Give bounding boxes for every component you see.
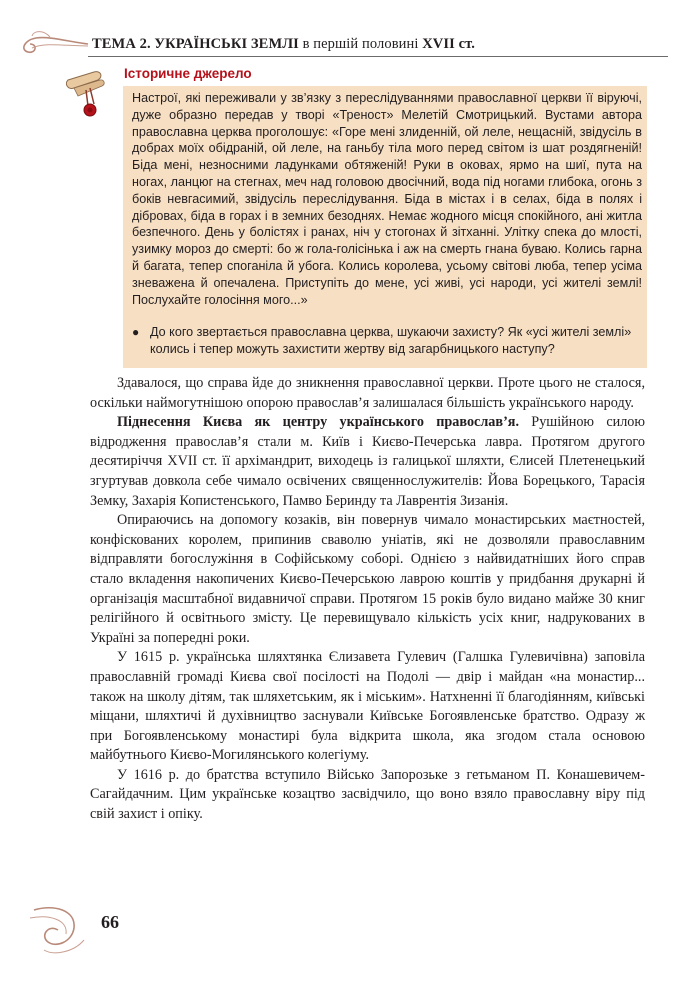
source-quote: Настрої, які переживали у зв’язку з переслідуваннями православної церкви її віруючі, дуже образно передав у творі «Треност» Мелетій Смотрицький. Вустами автора православна церква проголошує: «Горе мені злиденній, ой леле, нещасній, звідусіль в добрах моїх обідраній, ой леле, на ганьбу тіла мого перед світом із шат роздягненій! Біда мені, незносними ладунками обтяженій! Руки в оковах, ярмо на шиї, пута на ногах, ланцюг на стегнах, меч над головою двосічний, вода під ногами глибока, огонь з боків невгасимий, звідусіль переслідування. Біда в містах і в селах, біда в полях і дібровах, біда в горах і в земних безоднях. Немає жодного місця спокійного, ані житла безпечного. День у болістях і ранах, ніч у стогонах й зітханні. Улітку спека до млості, узимку мороз до смерті: бо ж гола-голісінька і аж на смерть гнана буваю. Колись гарна й багата, тепер споганіла й убога. Колись королева, усьому світові люба, тепер усіма зневажена й опечалена. Приступіть до мене, усі живі, усі народи, усі жителі землі! Послухайте голосіння мого...»: [132, 91, 642, 307]
paragraph-2: [90, 413, 645, 511]
page-header: [92, 36, 475, 53]
header-century: XVII ст.: [422, 36, 475, 52]
paragraph-2-text: Рушійною силою відродження православ’я стали м. Київ і Києво-Печерська лавра. Протягом другого десятиріччя XVII ст. її архімандрит, виходець із галицької шляхти, Єлисей Плетенецький згуртував довкола себе чимало освічених священнослужителів: Йова Борецького, Тарасія Земку, Захарія Копистенського, Памво Беринду та Лаврентія Зизанія.: [90, 414, 645, 509]
bullet-icon: ●: [132, 325, 140, 339]
paragraph-1: Здавалося, що справа йде до зникнення православної церкви. Проте цього не сталося, оскільки наймогутнішою опорою православ’я залишалася більшість українського народу.: [90, 375, 645, 411]
header-topic-rest: в першій половині: [298, 36, 423, 52]
section-subheading: Піднесення Києва як центру українського православ’я.: [117, 414, 520, 431]
source-question: [132, 324, 642, 358]
header-topic: ТЕМА 2. УКРАЇНСЬКІ ЗЕМЛІ: [92, 36, 299, 52]
main-text: [90, 374, 645, 825]
source-title: Історичне джерело: [124, 66, 252, 81]
ornament-swirl-bottom-icon: [24, 890, 94, 960]
paragraph-4: У 1615 р. українська шляхтянка Єлизавета Гулевич (Галшка Гулевичівна) заповіла православній громаді Києва свої посілості на Подолі — двір і майдан «на монастир... також на школу дітям, так шляхетським, як і міським». Натхненні її благодіянням, київські міщани, шляхтичі й духівництво заснували Київське Богоявленське братство. Одразу ж при Богоявленському монастирі була відкрита школа, яка згодом стала основою майбутнього Києво-Могилянського колегіуму.: [90, 649, 645, 764]
ornament-swirl-icon: [10, 22, 90, 62]
page-number: 66: [101, 912, 119, 932]
paragraph-3: Опираючись на допомогу козаків, він повернув чимало монастирських маєтностей, конфіскованих королем, припинив сваволю уніатів, які не дозволяли православним відправляти богослужіння в Софійському соборі. Однією з найвидатніших його справ стало вкладення накопичених Києво-Печерською лаврою коштів у придбання друкарні й організація масштабної видавничої справи. Протягом 15 років було видано майже 30 книг релігійного й освітнього змісту. Це перевищувало кількість усіх книг, надрукованих в Україні за попередні роки.: [90, 512, 645, 646]
scroll-icon: [60, 66, 116, 122]
header-divider: [88, 56, 668, 57]
question-text: До кого звертається православна церква, шукаючи захисту? Як «усі жителі землі» колись і тепер можуть захистити жертву від загарбницького наступу?: [150, 325, 632, 356]
paragraph-5: У 1616 р. до братства вступило Військо Запорозьке з гетьманом П. Конашевичем-Сагайдачним. Цим українське козацтво засвідчило, що воно взяло православну віру під свій захист і опіку.: [90, 766, 645, 823]
